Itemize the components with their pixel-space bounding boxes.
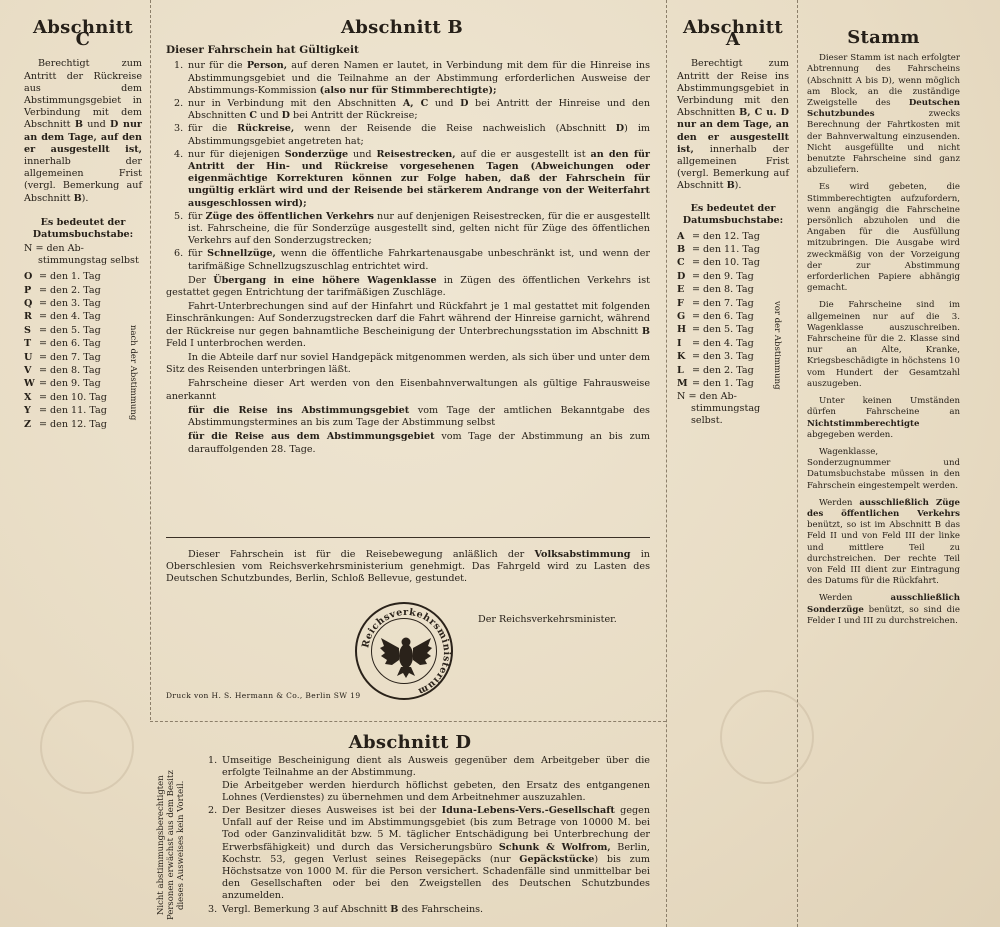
section-b-hinreise: für die Reise ins Abstimmungsgebiet vom Tage der amtlichen Bekanntgabe des Abstimmungstermines an bis zum Tage der Abstimmung selbst xyxy=(188,404,650,429)
date-row xyxy=(24,338,124,351)
date-value: den 3. Tag xyxy=(50,298,101,310)
date-letter: P xyxy=(24,284,32,296)
stamm-p7: Werden ausschließlich Sonderzüge benützt, so sind die Felder I und III zu durchstreichen. xyxy=(807,593,960,626)
date-value: den 10. Tag xyxy=(50,391,107,403)
date-equals: = xyxy=(691,337,701,349)
date-value: den 5. Tag xyxy=(703,324,754,336)
date-row xyxy=(677,297,772,310)
date-equals: = xyxy=(38,391,48,403)
date-letter: I xyxy=(677,337,682,349)
date-value: den 3. Tag xyxy=(703,351,754,363)
date-letter: V xyxy=(24,364,32,376)
date-value: den 7. Tag xyxy=(703,297,754,309)
date-row xyxy=(24,351,124,364)
seal-graphic xyxy=(357,604,455,702)
date-letter: Y xyxy=(24,405,31,417)
date-equals: = xyxy=(691,230,701,242)
stamm-p3: Die Fahrscheine sind im allgemeinen nur auf die 3. Wagenklasse auszuschreiben. Fahrscheine für die 2. Klasse sind nur an Alte, Kranke, Kriegsbeschädigte in höchstens 10 vom Hundert der Gesamtzahl auszugeben. xyxy=(807,300,960,389)
date-row xyxy=(677,284,772,297)
date-equals: = xyxy=(38,271,48,283)
date-row xyxy=(677,351,772,364)
perforation-d xyxy=(150,721,666,722)
perforation-a-stamm xyxy=(797,0,798,927)
stamm-title: Stamm xyxy=(847,27,920,48)
list-item: 3. Vergl. Bemerkung 3 auf Abschnitt B des Fahrscheins. xyxy=(208,903,484,915)
date-equals: = xyxy=(38,418,48,430)
date-row xyxy=(677,324,772,337)
date-equals: = xyxy=(38,284,48,296)
date-row xyxy=(24,297,124,310)
section-c-side-note: nach der Abstimmung xyxy=(128,325,138,421)
date-equals: = xyxy=(38,324,48,336)
watermark-left xyxy=(40,700,134,794)
date-value: den 7. Tag xyxy=(50,351,101,363)
date-row xyxy=(677,310,772,323)
date-value: den 1. Tag xyxy=(703,377,754,389)
date-value: den 6. Tag xyxy=(703,310,754,322)
perforation-c-b xyxy=(150,0,151,720)
section-d-side-note: Nicht abstimmungsberechtigten Personen erwächst aus dem Besitz dieses Ausweises kein Vorteil. xyxy=(156,770,186,920)
section-a-n-line: N = den Ab- stimmungstag selbst. xyxy=(677,390,761,427)
date-letter: H xyxy=(677,324,687,336)
date-equals: = xyxy=(691,364,701,376)
date-letter: T xyxy=(24,338,32,350)
date-equals: = xyxy=(38,351,48,363)
date-value: den 2. Tag xyxy=(50,284,101,296)
date-letter: M xyxy=(677,377,688,389)
section-b-genehmigung: Dieser Fahrschein ist für die Reisebewegung anläßlich der Volksabstimmung in Oberschlesien vom Reichsverkehrsministerium genehmigt. Das Fahrgeld wird zu Lasten des Deutschen Schutzbundes, Berlin, Schloß Bellevue, gestundet. xyxy=(166,549,650,585)
section-b-rueckreise: für die Reise aus dem Abstimmungsgebiet vom Tage der Abstimmung an bis zum darauffolgenden 28. Tage. xyxy=(188,431,650,455)
list-item: 6. für Schnellzüge, wenn die öffentliche Fahrkartenausgabe unbeschränkt ist, und wenn der tarifmäßige Schnellzugszuschlag entrichtet wird. xyxy=(174,248,650,272)
date-equals: = xyxy=(691,324,701,336)
date-row xyxy=(24,405,124,418)
date-row xyxy=(677,257,772,270)
date-equals: = xyxy=(38,311,48,323)
date-letter: E xyxy=(677,284,685,296)
date-value: den 4. Tag xyxy=(50,311,101,323)
date-letter: X xyxy=(24,391,32,403)
date-equals: = xyxy=(691,297,701,309)
section-c-date-list xyxy=(24,271,124,432)
date-row xyxy=(677,377,772,390)
list-item: 3. für die Rückreise, wenn der Reisende die Reise nachweislich (Abschnitt D) im Abstimmungsgebiet angetreten hat; xyxy=(174,123,650,147)
list-item: 1. nur für die Person, auf deren Namen er lautet, in Verbindung mit dem für die Hinreise ins Abstimmungsgebiet und die Teilnahme an der Abstimmung erforderlichen Ausweise der Abstimmungs-Kommission (also nur für Stimmberechtigte); xyxy=(174,60,650,96)
date-letter: C xyxy=(677,257,685,269)
date-row xyxy=(677,243,772,256)
list-item: 2. nur in Verbindung mit den Abschnitten A, C und D bei Antritt der Hinreise und den Abschnitten C und D bei Antritt der Rückreise; xyxy=(174,98,650,122)
section-b-fahrtunterbrechung: Fahrt-Unterbrechungen sind auf der Hinfahrt und Rückfahrt je 1 mal gestattet mit folgenden Einschränkungen: Auf Sonderzugstrecken darf die Fahrt während der Hinreise garnicht, während der Rückreise nur gegen bahnamtliche Bescheinigung der Unterbrechungsstation im Abschnitt B Feld I unterbrochen werden. xyxy=(166,301,650,349)
section-a-title: Abschnitt A xyxy=(683,17,783,51)
date-value: den 2. Tag xyxy=(703,364,754,376)
date-letter: R xyxy=(24,311,32,323)
date-row xyxy=(677,337,772,350)
date-value: den 10. Tag xyxy=(703,257,760,269)
section-a-side-note: vor der Abstimmung xyxy=(772,300,782,390)
date-value: den 11. Tag xyxy=(50,405,107,417)
date-equals: = xyxy=(691,377,701,389)
date-row xyxy=(24,391,124,404)
ministry-seal xyxy=(355,602,453,700)
date-letter: D xyxy=(677,270,686,282)
date-row xyxy=(24,378,124,391)
section-c-intro: Berechtigt zum Antritt der Rückreise aus dem Abstimmungsgebiet in Verbindung mit dem Abschnitt B und D nur an dem Tage, auf den er ausgestellt ist, innerhalb der allgemeinen Frist (vergl. Bemerkung auf Abschnitt B). xyxy=(24,58,142,204)
date-equals: = xyxy=(38,364,48,376)
stamm-p6: Werden ausschließlich Züge des öffentlichen Verkehrs benützt, so ist im Abschnitt B das Feld II und von Feld III der linke und mittlere Teil zu durchstreichen. Der rechte Teil von Feld III dient zur Eintragung des Datums für die Rückfahrt. xyxy=(807,497,960,587)
date-equals: = xyxy=(691,310,701,322)
section-d-list xyxy=(200,755,650,916)
date-value: den 11. Tag xyxy=(703,244,760,256)
section-b-title: Abschnitt B xyxy=(340,17,464,38)
date-equals: = xyxy=(38,338,48,350)
date-value: den 1. Tag xyxy=(50,271,101,283)
section-d xyxy=(200,732,650,917)
date-value: den 6. Tag xyxy=(50,338,101,350)
date-row xyxy=(677,270,772,283)
date-equals: = xyxy=(38,298,48,310)
section-c-title: Abschnitt C xyxy=(33,17,133,51)
stamm-p4: Unter keinen Umständen dürfen Fahrscheine an Nichtstimmberechtigte abgegeben werden. xyxy=(807,396,960,440)
date-row xyxy=(24,271,124,284)
date-letter: L xyxy=(677,364,684,376)
section-d-title: Abschnitt D xyxy=(348,732,472,753)
section-b-signature: Der Reichsverkehrsminister. xyxy=(478,614,617,625)
date-equals: = xyxy=(691,284,701,296)
date-row xyxy=(24,311,124,324)
perforation-b-a xyxy=(666,0,667,927)
date-equals: = xyxy=(691,351,701,363)
section-c-meaning-heading: Es bedeutet der Datumsbuchstabe: xyxy=(32,216,134,241)
date-letter: A xyxy=(677,230,685,242)
list-item: 5. für Züge des öffentlichen Verkehrs nur auf denjenigen Reisestrecken, für die er ausgestellt ist. Fahrscheine, die für Sonderzüge ausgestellt sind, gelten nicht für Züge des öffentlichen Verkehrs auf den Sonderzugstrecken; xyxy=(174,210,650,247)
date-letter: Q xyxy=(24,298,33,310)
section-c xyxy=(24,17,142,431)
date-letter: O xyxy=(24,271,33,283)
date-letter: W xyxy=(24,378,35,390)
list-item: 1. Umseitige Bescheinigung dient als Ausweis gegenüber dem Arbeitgeber über die erfolgte Teilnahme an der Abstimmung. Die Arbeitgeber werden hierdurch höflichst gebeten, den Ersatz des entgangenen Lohnes (Verdienstes) zu übernehmen und dem Arbeitnehmer auszuzahlen. xyxy=(208,755,650,803)
date-letter: K xyxy=(677,351,686,363)
date-letter: Z xyxy=(24,418,32,430)
section-b-fahrscheine: Fahrscheine dieser Art werden von den Eisenbahnverwaltungen als gültige Fahrausweise anerkannt xyxy=(166,378,650,402)
section-c-n-line: N = den Ab- stimmungstag selbst xyxy=(24,243,139,267)
date-value: den 9. Tag xyxy=(703,270,754,282)
date-value: den 12. Tag xyxy=(50,418,107,430)
section-a-intro: Berechtigt zum Antritt der Reise ins Abstimmungsgebiet in Verbindung mit den Abschnitten B, C u. D nur an dem Tage, an den er ausgestellt ist, innerhalb der allgemeinen Frist (vergl. Bemerkung auf Abschnitt B). xyxy=(677,58,789,192)
list-item: 4. nur für diejenigen Sonderzüge und Reisestrecken, auf die er ausgestellt ist an den für Antritt der Hin- und Rückreise vorgesehenen Tagen (Abweichungen oder eigenmächtige Korrekturen können zur Folge haben, daß der Fahrschein für ungültig erklärt wird und der Reisende bei stärkerem Andrange von der Weiterfahrt ausgeschlossen wird); xyxy=(174,148,650,209)
date-letter: F xyxy=(677,297,684,309)
list-item: 2. Der Besitzer dieses Ausweises ist bei der Iduna-Lebens-Vers.-Gesellschaft gegen Unfall auf der Reise und im Abstimmungsgebiet (bis zum Betrage von 10000 M. bei Tod oder Ganzinvalidität bzw. 5 M. täglicher Entschädigung bei Unterbrechung der Erwerbsfähigkeit) und durch das Versicherungsbüro Schunk & Wolfrom, Berlin, Kochstr. 53, gegen Verlust seines Reisegepäcks (nur Gepäckstücke) bis zum Höchstsatze von 1000 M. für die Person versichert. Schadenfälle sind unmittelbar bei den Gesellschaften oder bei den Zweigstellen des Deutschen Schutzbundes anzumelden. xyxy=(208,805,650,902)
section-b-divider xyxy=(166,537,650,538)
section-a-meaning-heading: Es bedeutet der Datumsbuchstabe: xyxy=(682,202,784,226)
date-value: den 8. Tag xyxy=(703,284,754,296)
date-value: den 8. Tag xyxy=(50,364,101,376)
section-b xyxy=(166,17,650,456)
stamm-section xyxy=(807,27,960,627)
printer-note: Druck von H. S. Hermann & Co., Berlin SW 19 xyxy=(166,691,361,700)
seal-text: Reichsverkehrsministerium xyxy=(360,606,453,697)
date-equals: = xyxy=(691,257,701,269)
section-b-uebergang: Der Übergang in eine höhere Wagenklasse in Zügen des öffentlichen Verkehrs ist gestattet gegen Entrichtung der tarifmäßigen Zuschläge. xyxy=(166,274,650,299)
date-letter: B xyxy=(677,244,686,256)
date-letter: G xyxy=(677,310,686,322)
date-equals: = xyxy=(38,405,48,417)
date-value: den 5. Tag xyxy=(50,324,101,336)
date-equals: = xyxy=(691,244,701,256)
date-row xyxy=(24,418,124,431)
date-value: den 9. Tag xyxy=(50,378,101,390)
date-row xyxy=(24,364,124,377)
section-a-date-list xyxy=(677,230,772,391)
section-b-validity-list xyxy=(166,60,650,272)
stamm-p2: Es wird gebeten, die Stimmberechtigten aufzufordern, wenn angängig die Fahrscheine persönlich abzuholen und die Angaben für die Ausfüllung mitzubringen. Die Ausgabe wird zweckmäßig von der Vorzeigung der zur Abstimmung erforderlichen Papiere abhängig gemacht. xyxy=(807,182,960,294)
section-b-validity-heading: Dieser Fahrschein hat Gültigkeit xyxy=(166,44,359,57)
date-equals: = xyxy=(691,270,701,282)
date-equals: = xyxy=(38,378,48,390)
watermark-right xyxy=(720,690,814,784)
date-letter: U xyxy=(24,351,33,363)
date-value: den 4. Tag xyxy=(703,337,754,349)
date-row xyxy=(24,284,124,297)
date-letter: S xyxy=(24,324,31,336)
date-row xyxy=(677,230,772,243)
section-b-handgepaeck: In die Abteile darf nur soviel Handgepäck mitgenommen werden, als sich über und unter dem Sitz des Reisenden unterbringen läßt. xyxy=(166,352,650,376)
date-row xyxy=(677,364,772,377)
date-value: den 12. Tag xyxy=(703,230,760,242)
stamm-p1: Dieser Stamm ist nach erfolgter Abtrennung des Fahrscheins (Abschnitt A bis D), wenn möglich am Block, an die zuständige Zweigstelle des Deutschen Schutzbundes zwecks Berechnung der Fahrtkosten mit der Bahnverwaltung einzusenden. Nicht ausgefüllte und nicht benutzte Fahrscheine sind ganz abzuliefern. xyxy=(807,53,960,176)
stamm-p5: Wagenklasse, Sonderzugnummer und Datumsbuchstabe müssen in den Fahrschein eingestempelt werden. xyxy=(807,446,960,491)
date-row xyxy=(24,324,124,337)
eagle-icon xyxy=(380,638,432,679)
